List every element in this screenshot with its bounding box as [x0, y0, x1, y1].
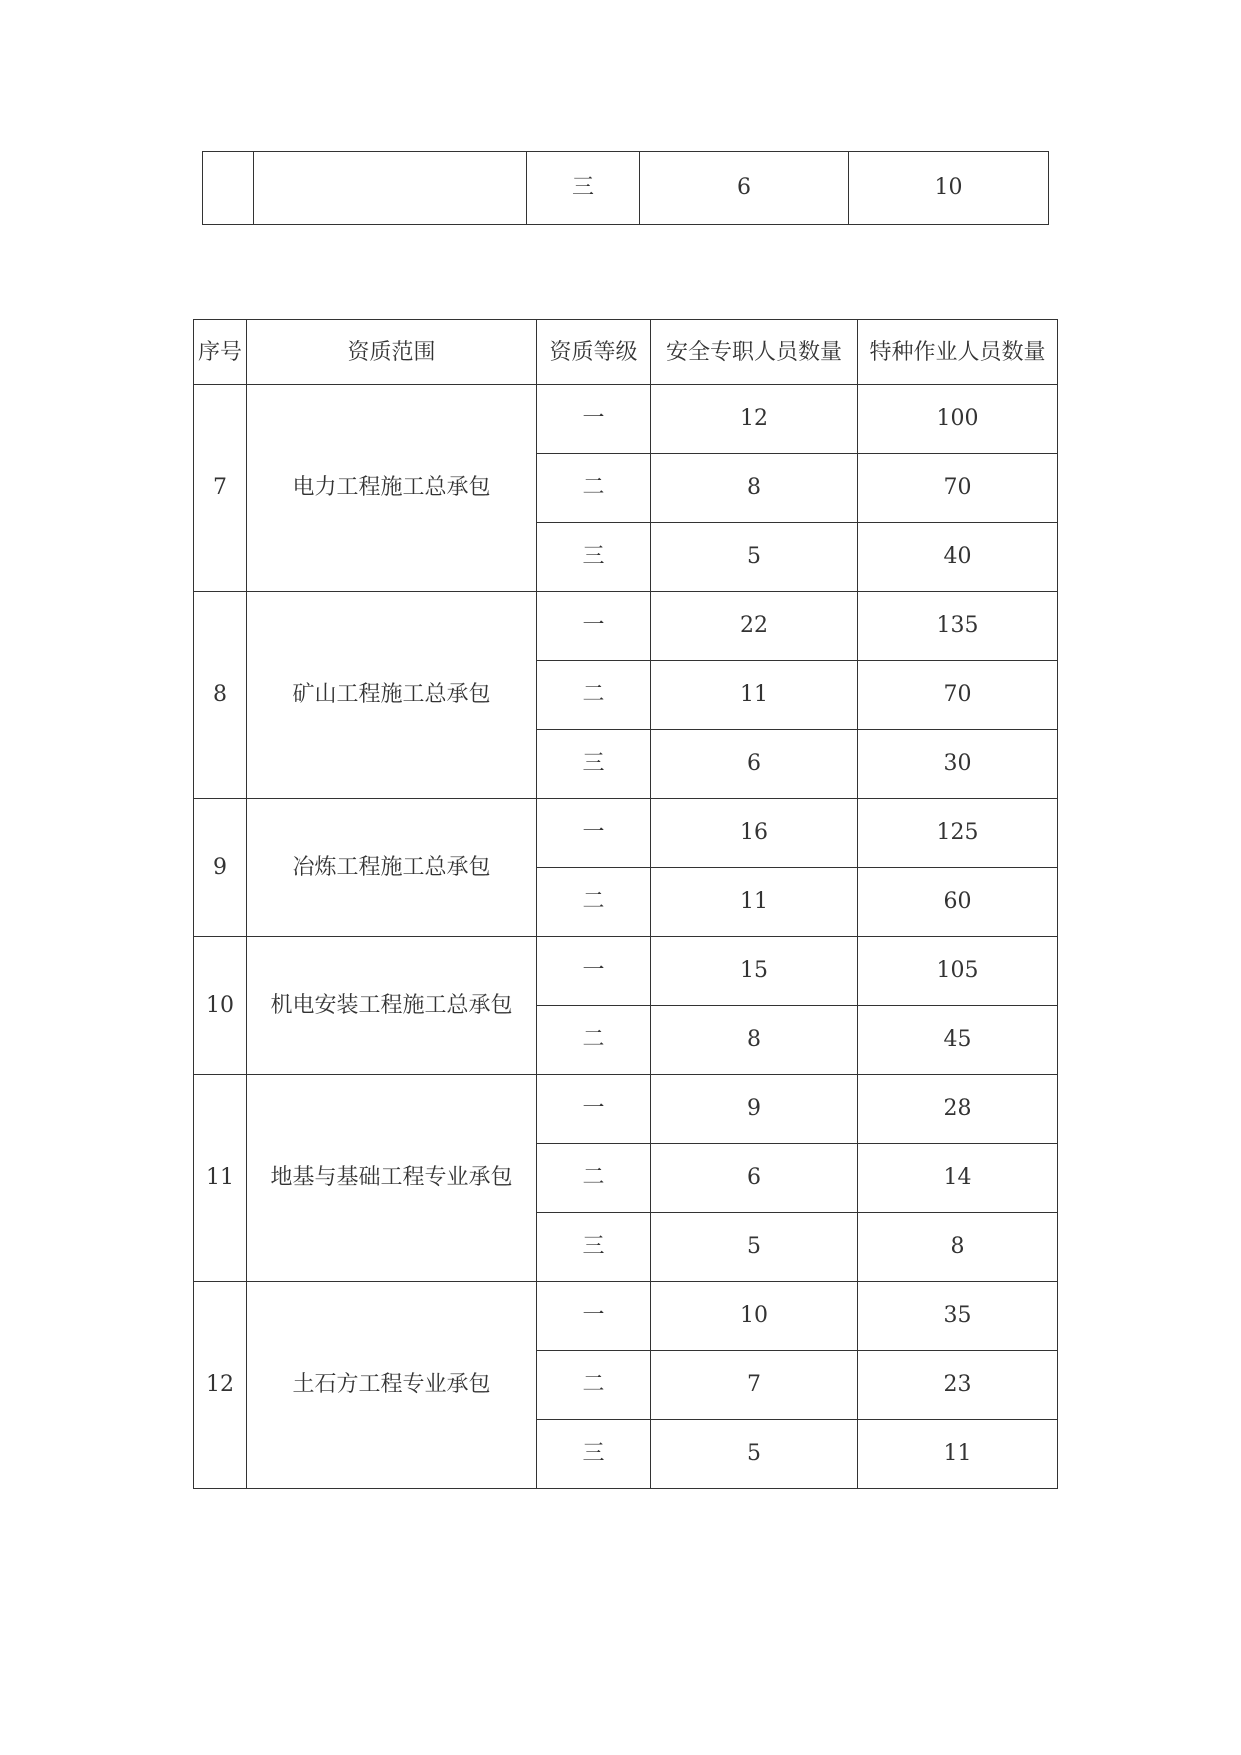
cell-safety-staff: 22 [651, 592, 858, 661]
cell-grade: 一 [537, 1282, 651, 1351]
cell-special-workers: 23 [858, 1351, 1058, 1420]
cell-grade: 三 [537, 730, 651, 799]
cell-special-workers: 45 [858, 1006, 1058, 1075]
table-row [194, 592, 1058, 661]
header-scope: 资质范围 [247, 320, 537, 385]
cell-grade: 一 [537, 799, 651, 868]
cell-grade: 二 [537, 868, 651, 937]
cell-grade: 三 [537, 523, 651, 592]
cell-no: 11 [194, 1075, 247, 1282]
header-safety-staff: 安全专职人员数量 [651, 320, 858, 385]
table-row [194, 799, 1058, 868]
cell-special-workers: 30 [858, 730, 1058, 799]
cell-grade: 一 [537, 1075, 651, 1144]
header-special-workers: 特种作业人员数量 [858, 320, 1058, 385]
cell-no: 8 [194, 592, 247, 799]
cell-safety-staff: 10 [651, 1282, 858, 1351]
cell-scope: 矿山工程施工总承包 [247, 592, 537, 799]
cell-grade: 三 [537, 1420, 651, 1489]
cell-special-workers: 35 [858, 1282, 1058, 1351]
cell-grade: 二 [537, 661, 651, 730]
cell-special-workers: 28 [858, 1075, 1058, 1144]
cell-special-workers: 8 [858, 1213, 1058, 1282]
cell-safety-staff: 6 [651, 1144, 858, 1213]
cell-scope [254, 152, 527, 225]
cell-grade: 一 [537, 592, 651, 661]
cell-no: 7 [194, 385, 247, 592]
cell-scope: 地基与基础工程专业承包 [247, 1075, 537, 1282]
cell-grade: 一 [537, 385, 651, 454]
cell-special-workers: 10 [849, 152, 1049, 225]
cell-safety-staff: 5 [651, 1213, 858, 1282]
table-row [203, 152, 1049, 225]
header-no: 序号 [194, 320, 247, 385]
cell-safety-staff: 6 [651, 730, 858, 799]
cell-safety-staff: 15 [651, 937, 858, 1006]
cell-safety-staff: 11 [651, 661, 858, 730]
cell-grade: 三 [537, 1213, 651, 1282]
cell-special-workers: 11 [858, 1420, 1058, 1489]
cell-safety-staff: 7 [651, 1351, 858, 1420]
cell-safety-staff: 16 [651, 799, 858, 868]
cell-scope: 冶炼工程施工总承包 [247, 799, 537, 937]
cell-safety-staff: 11 [651, 868, 858, 937]
cell-grade: 二 [537, 454, 651, 523]
cell-special-workers: 70 [858, 661, 1058, 730]
cell-no: 12 [194, 1282, 247, 1489]
cell-scope: 土石方工程专业承包 [247, 1282, 537, 1489]
cell-safety-staff: 6 [640, 152, 849, 225]
cell-special-workers: 105 [858, 937, 1058, 1006]
cell-safety-staff: 5 [651, 1420, 858, 1489]
cell-no: 10 [194, 937, 247, 1075]
cell-safety-staff: 5 [651, 523, 858, 592]
cell-special-workers: 14 [858, 1144, 1058, 1213]
cell-special-workers: 125 [858, 799, 1058, 868]
cell-special-workers: 70 [858, 454, 1058, 523]
table-row [194, 937, 1058, 1006]
header-row [194, 320, 1058, 385]
table-row [194, 1075, 1058, 1144]
cell-grade: 二 [537, 1351, 651, 1420]
header-grade: 资质等级 [537, 320, 651, 385]
cell-special-workers: 60 [858, 868, 1058, 937]
cell-safety-staff: 12 [651, 385, 858, 454]
cell-no: 9 [194, 799, 247, 937]
cell-grade: 一 [537, 937, 651, 1006]
cell-grade: 三 [527, 152, 640, 225]
cell-scope: 机电安装工程施工总承包 [247, 937, 537, 1075]
table-row [194, 1282, 1058, 1351]
qualification-staff-table [193, 319, 1058, 1489]
continuation-table [202, 151, 1049, 225]
cell-special-workers: 135 [858, 592, 1058, 661]
table-body [194, 385, 1058, 1489]
cell-grade: 二 [537, 1144, 651, 1213]
cell-safety-staff: 9 [651, 1075, 858, 1144]
cell-special-workers: 40 [858, 523, 1058, 592]
cell-grade: 二 [537, 1006, 651, 1075]
cell-safety-staff: 8 [651, 454, 858, 523]
cell-special-workers: 100 [858, 385, 1058, 454]
cell-no [203, 152, 254, 225]
cell-safety-staff: 8 [651, 1006, 858, 1075]
table-row [194, 385, 1058, 454]
cell-scope: 电力工程施工总承包 [247, 385, 537, 592]
